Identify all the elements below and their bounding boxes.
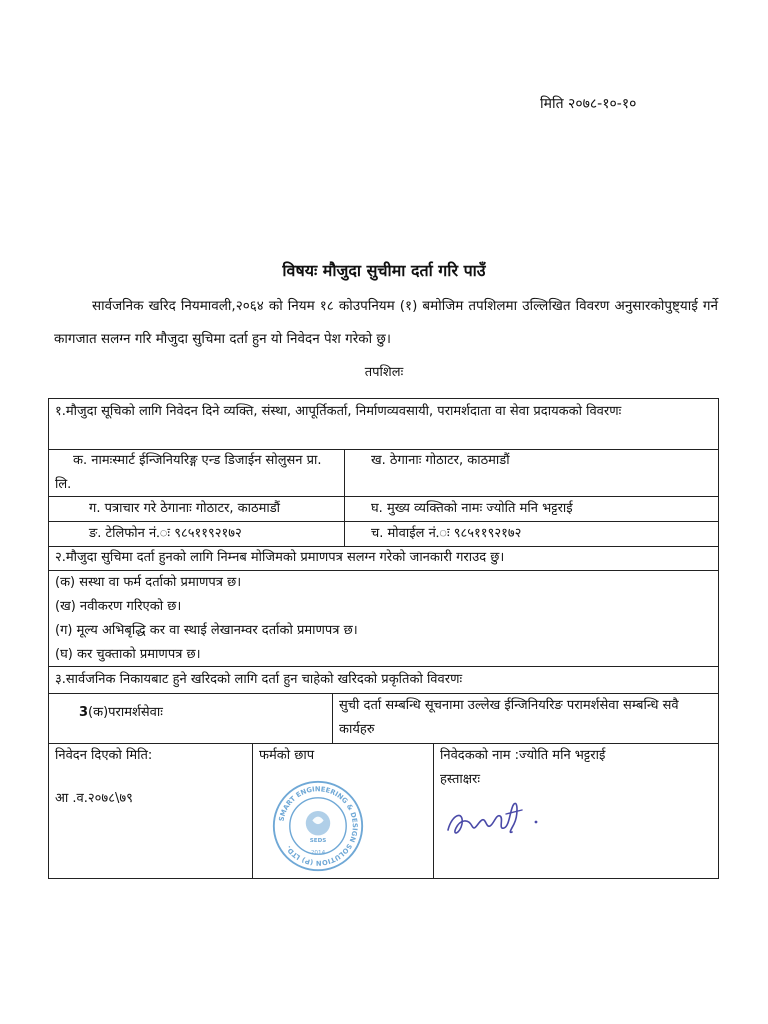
mobile: च. मोवाईल नं.ः ९८५११९२१७२: [371, 526, 522, 541]
stamp-year: 2014: [310, 850, 326, 857]
applicant-name: निवेदकको नाम :ज्योति मनि भट्टराई: [440, 748, 606, 763]
column-divider: [433, 743, 434, 879]
column-divider: [344, 449, 345, 546]
section2-heading: २.मौजुदा सुचिमा दर्ता हुनको लागि निम्नब मोजिमको प्रमाणपत्र सलग्न गरेको जानकारी गराउद छु।: [55, 550, 505, 565]
firm-seal-label: फर्मको छाप: [259, 748, 315, 763]
column-divider: [252, 743, 253, 879]
procurement-category: [79, 701, 163, 725]
firm-name: क. नामःस्मार्ट ईन्जिनियरिङ्ग एन्ड डिजाईन सोलुसन प्रा. लि.: [55, 453, 322, 492]
company-stamp-icon: [271, 779, 365, 873]
category-label: (क)परामर्शसेवाः: [88, 705, 163, 720]
telephone: ङ. टेलिफोन नं.ः ९८५११९२१७२: [89, 526, 242, 541]
letter-body: सार्वजनिक खरिद नियमावली,२०६४ को नियम १८ कोउपनियम (१) बमोजिम तपशिलमा उल्लिखित विवरण अनुसारकोपुष्ट्याई गर्ने कागजात सलग्न गरि मौजुदा सुचिमा दर्ता हुन यो निवेदन पेश गरेको छु।: [54, 298, 718, 347]
column-divider: [332, 693, 333, 743]
certificate-item: (ख) नवीकरण गरिएको छ।: [55, 599, 182, 614]
category-number: 3: [79, 705, 89, 720]
section1-heading: १.मौजुदा सूचिको लागि निवेदन दिने व्यक्ति, संस्था, आपूर्तिकर्ता, निर्माणव्यवसायी, परामर्शदाता वा सेवा प्रदायकको विवरणः: [55, 404, 622, 419]
letter-subject: विषयः मौजुदा सुचीमा दर्ता गरि पाउँ: [282, 261, 486, 280]
signature-icon: [442, 794, 552, 844]
postal-address: ग. पत्राचार गरे ठेगानाः गोठाटर, काठमाडौं: [89, 501, 281, 516]
signature-label: हस्ताक्षरः: [440, 772, 481, 787]
certificate-item: (ग) मूल्य अभिबृद्धि कर वा स्थाई लेखानम्वर दर्ताको प्रमाणपत्र छ।: [55, 623, 358, 638]
letter-date: मिति २०७८-१०-१०: [540, 96, 637, 112]
stamp-text: SMART ENGINEERING & DESIGN SOLUTION (P) LTD.: [277, 785, 359, 867]
firm-address: ख. ठेगानाः गोठाटर, काठमाडौं: [371, 453, 510, 468]
stamp-center: SEDS: [309, 837, 327, 844]
certificate-item: (घ) कर चुक्ताको प्रमाणपत्र छ।: [55, 647, 201, 662]
application-date-label: निवेदन दिएको मिति:: [55, 748, 153, 763]
certificate-item: (क) सस्था वा फर्म दर्ताको प्रमाणपत्र छ।: [55, 575, 242, 590]
contact-person: घ. मुख्य व्यक्तिको नामः ज्योति मनि भट्टराई: [371, 501, 573, 516]
application-date-value: आ .व.२०७८\७९: [55, 791, 133, 806]
details-label: तपशिलः: [364, 365, 404, 380]
section3-heading: ३.सार्वजनिक निकायबाट हुने खरिदको लागि दर्ता हुन चाहेको खरिदको प्रकृतिको विवरणः: [55, 672, 463, 687]
application-table: [48, 398, 719, 879]
category-description: सुची दर्ता सम्बन्धि सूचनामा उल्लेख ईन्जिनियरिङ परामर्शसेवा सम्बन्धि सवै कार्यहरु: [339, 698, 679, 737]
